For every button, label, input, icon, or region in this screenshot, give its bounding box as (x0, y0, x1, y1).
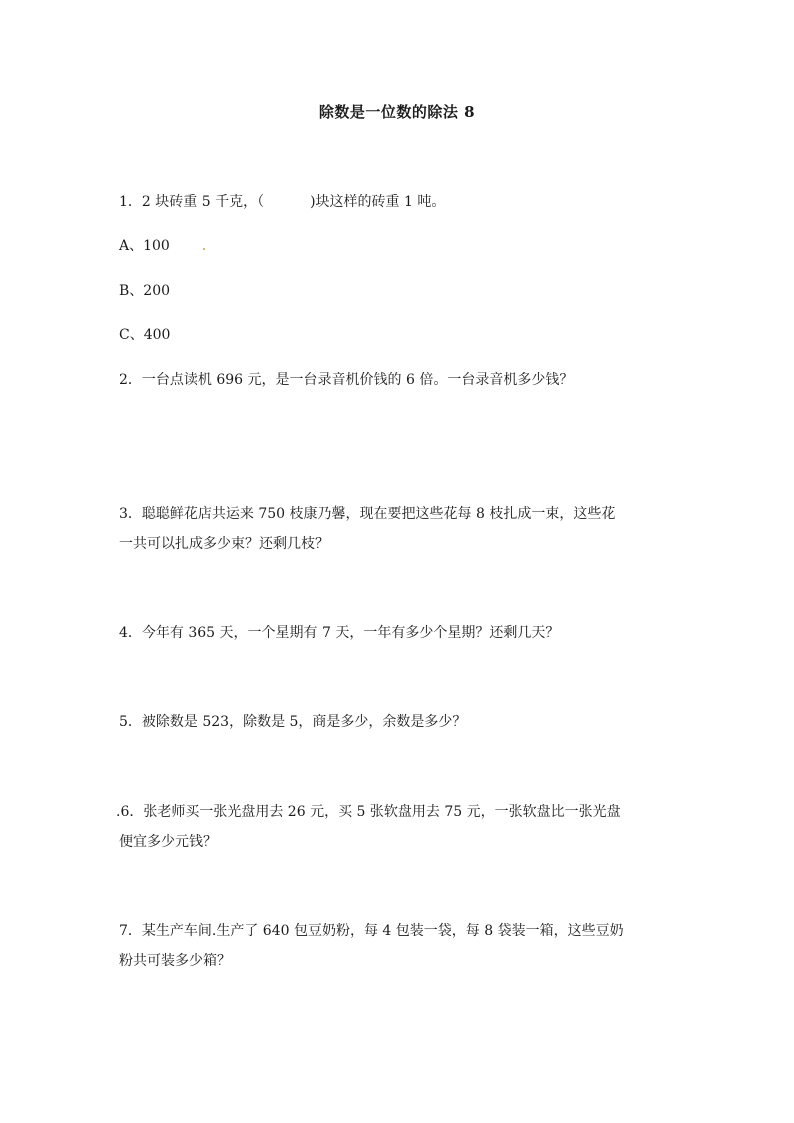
question-6-line-2: 便宜多少元钱？ (119, 834, 217, 850)
question-1-number: 1． (119, 194, 142, 210)
question-3-line-2: 一共可以扎成多少束？还剩几枝？ (119, 536, 329, 552)
question-5: 5．被除数是 523，除数是 5，商是多少，余数是多少？ (119, 714, 467, 730)
question-4: 4．今年有 365 天，一个星期有 7 天，一年有多少个星期？还剩几天？ (119, 625, 560, 641)
speck-mark (203, 248, 205, 250)
option-a: A、100 (119, 238, 170, 254)
question-7-line-2: 粉共可装多少箱？ (119, 953, 231, 969)
option-c: C、400 (119, 327, 171, 343)
page-title: 除数是一位数的除法 8 (318, 103, 476, 121)
question-3-line-1: 3．聪聪鲜花店共运来 750 枝康乃馨，现在要把这些花每 8 枝扎成一束，这些花 (119, 506, 616, 522)
question-1 (119, 193, 445, 211)
question-6-line-1: .6．张老师买一张光盘用去 26 元，买 5 张软盘用去 75 元，一张软盘比一张光盘 (116, 804, 621, 820)
question-1-text-before: 2 块砖重 5 千克，（ (141, 194, 265, 210)
question-2: 2．一台点读机 696 元，是一台录音机价钱的 6 倍。一台录音机多少钱？ (119, 372, 574, 388)
question-7-line-1: 7．某生产车间.生产了 640 包豆奶粉，每 4 包装一袋，每 8 袋装一箱，这些豆奶 (119, 923, 624, 939)
question-1-text-after: )块这样的砖重 1 吨。 (310, 194, 446, 210)
option-b: B、200 (119, 283, 171, 299)
